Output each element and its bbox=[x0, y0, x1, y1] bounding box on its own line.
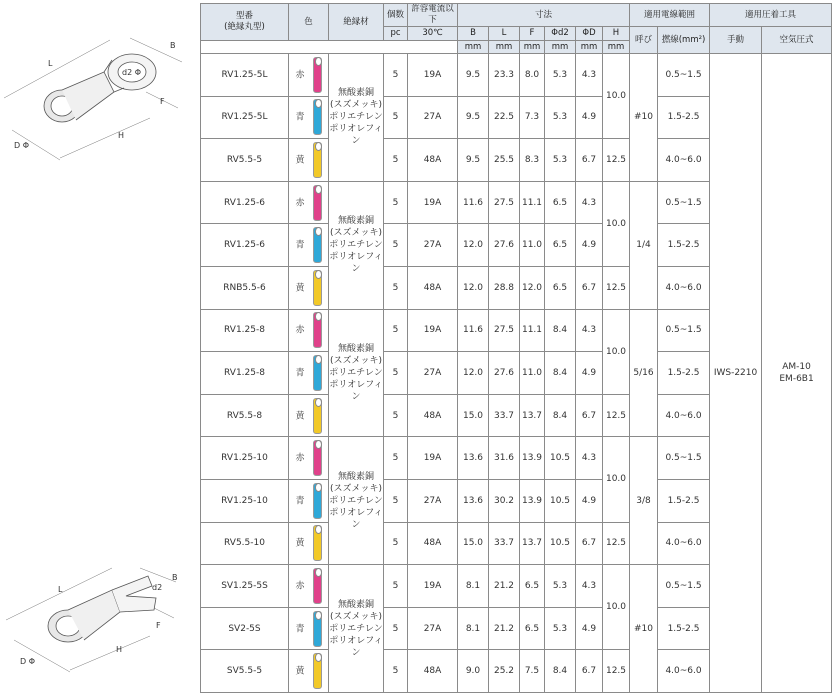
cell-pieces: 5 bbox=[384, 522, 408, 565]
cell-dim-F: 12.0 bbox=[520, 266, 545, 309]
label-B-bottom: B bbox=[172, 573, 178, 582]
cell-current: 19A bbox=[408, 54, 458, 97]
cell-dim-L: 23.3 bbox=[489, 54, 520, 97]
color-label: 青 bbox=[295, 624, 305, 635]
cell-range: 0.5~1.5 bbox=[658, 565, 710, 608]
header-pieces: 個数 bbox=[384, 4, 408, 27]
terminal-swatch-icon bbox=[313, 611, 322, 647]
cell-dim-H: 10.0 bbox=[603, 181, 630, 266]
label-d2-bottom: d2 bbox=[152, 583, 163, 592]
cell-nominal: 5/16 bbox=[630, 309, 658, 437]
cell-dim-d2: 6.5 bbox=[545, 181, 576, 224]
cell-dim-B: 8.1 bbox=[458, 607, 489, 650]
terminal-swatch-icon bbox=[313, 270, 322, 306]
label-L-bottom: L bbox=[58, 585, 63, 594]
cell-pieces: 5 bbox=[384, 437, 408, 480]
cell-pieces: 5 bbox=[384, 139, 408, 182]
cell-dim-d2: 10.5 bbox=[545, 479, 576, 522]
color-label: 赤 bbox=[295, 198, 305, 209]
terminal-swatch-icon bbox=[313, 185, 322, 221]
cell-dim-F: 11.0 bbox=[520, 352, 545, 395]
cell-current: 27A bbox=[408, 96, 458, 139]
cell-nominal: 1/4 bbox=[630, 181, 658, 309]
cell-pieces: 5 bbox=[384, 565, 408, 608]
cell-dim-D: 4.9 bbox=[576, 96, 603, 139]
cell-nominal: #10 bbox=[630, 565, 658, 693]
cell-dim-D: 6.7 bbox=[576, 139, 603, 182]
cell-range: 1.5-2.5 bbox=[658, 224, 710, 267]
cell-current: 48A bbox=[408, 650, 458, 693]
cell-dim-L: 28.8 bbox=[489, 266, 520, 309]
cell-dim-F: 6.5 bbox=[520, 607, 545, 650]
cell-color bbox=[289, 54, 329, 97]
cell-model: RV1.25-6 bbox=[201, 224, 289, 267]
terminal-swatch-icon bbox=[313, 142, 322, 178]
cell-dim-B: 12.0 bbox=[458, 266, 489, 309]
cell-current: 27A bbox=[408, 352, 458, 395]
cell-current: 19A bbox=[408, 309, 458, 352]
cell-dim-L: 22.5 bbox=[489, 96, 520, 139]
cell-dim-d2: 8.4 bbox=[545, 352, 576, 395]
terminal-swatch-icon bbox=[313, 483, 322, 519]
cell-model: SV5.5-5 bbox=[201, 650, 289, 693]
label-H-bottom: H bbox=[116, 645, 123, 654]
cell-dim-B: 9.0 bbox=[458, 650, 489, 693]
cell-dim-B: 15.0 bbox=[458, 522, 489, 565]
cell-tool-manual: IWS-2210 bbox=[710, 54, 762, 693]
cell-color bbox=[289, 394, 329, 437]
cell-pieces: 5 bbox=[384, 650, 408, 693]
cell-dim-H: 10.0 bbox=[603, 437, 630, 522]
cell-range: 4.0~6.0 bbox=[658, 266, 710, 309]
cell-range: 1.5-2.5 bbox=[658, 352, 710, 395]
header-dim-L: L bbox=[489, 27, 520, 41]
color-label: 青 bbox=[295, 240, 305, 251]
header-dim-H: H bbox=[603, 27, 630, 41]
color-label: 黄 bbox=[295, 155, 305, 166]
cell-dim-H: 12.5 bbox=[603, 650, 630, 693]
cell-dim-H: 12.5 bbox=[603, 139, 630, 182]
cell-dim-D: 4.3 bbox=[576, 437, 603, 480]
terminal-swatch-icon bbox=[313, 99, 322, 135]
cell-dim-D: 6.7 bbox=[576, 522, 603, 565]
label-F-bottom: F bbox=[156, 621, 161, 630]
cell-dim-L: 25.5 bbox=[489, 139, 520, 182]
cell-dim-H: 12.5 bbox=[603, 522, 630, 565]
color-label: 黄 bbox=[295, 411, 305, 422]
header-wire-range: 適用電線範囲 bbox=[630, 4, 710, 27]
cell-dim-B: 11.6 bbox=[458, 309, 489, 352]
cell-color bbox=[289, 479, 329, 522]
cell-dim-B: 15.0 bbox=[458, 394, 489, 437]
spec-table-body bbox=[201, 54, 832, 693]
cell-dim-L: 27.6 bbox=[489, 352, 520, 395]
cell-pieces: 5 bbox=[384, 394, 408, 437]
terminal-diagrams bbox=[0, 0, 200, 700]
cell-dim-B: 9.5 bbox=[458, 54, 489, 97]
cell-dim-d2: 6.5 bbox=[545, 224, 576, 267]
cell-dim-D: 4.9 bbox=[576, 224, 603, 267]
cell-color bbox=[289, 565, 329, 608]
cell-dim-B: 9.5 bbox=[458, 96, 489, 139]
cell-dim-L: 27.5 bbox=[489, 181, 520, 224]
cell-dim-L: 30.2 bbox=[489, 479, 520, 522]
cell-dim-d2: 8.4 bbox=[545, 394, 576, 437]
cell-color bbox=[289, 437, 329, 480]
cell-current: 27A bbox=[408, 224, 458, 267]
header-dim-B: B bbox=[458, 27, 489, 41]
cell-current: 48A bbox=[408, 522, 458, 565]
cell-current: 48A bbox=[408, 394, 458, 437]
cell-model: RNB5.5-6 bbox=[201, 266, 289, 309]
terminal-swatch-icon bbox=[313, 568, 322, 604]
cell-insulation: 無酸素銅 (スズメッキ) ポリエチレン ポリオレフィン bbox=[329, 54, 384, 182]
cell-model: RV1.25-10 bbox=[201, 479, 289, 522]
cell-model: SV1.25-5S bbox=[201, 565, 289, 608]
color-label: 赤 bbox=[295, 581, 305, 592]
cell-nominal: #10 bbox=[630, 54, 658, 182]
cell-color bbox=[289, 650, 329, 693]
terminal-swatch-icon bbox=[313, 440, 322, 476]
label-H-top: H bbox=[118, 131, 125, 140]
cell-insulation: 無酸素銅 (スズメッキ) ポリエチレン ポリオレフィン bbox=[329, 309, 384, 437]
cell-color bbox=[289, 607, 329, 650]
cell-dim-F: 13.9 bbox=[520, 479, 545, 522]
cell-range: 0.5~1.5 bbox=[658, 309, 710, 352]
cell-pieces: 5 bbox=[384, 266, 408, 309]
cell-model: RV1.25-5L bbox=[201, 54, 289, 97]
cell-dim-B: 9.5 bbox=[458, 139, 489, 182]
cell-dim-D: 6.7 bbox=[576, 266, 603, 309]
cell-dim-L: 27.5 bbox=[489, 309, 520, 352]
header-stranded: 撚線(mm²) bbox=[658, 27, 710, 54]
cell-dim-H: 10.0 bbox=[603, 309, 630, 394]
header-unit-d2: mm bbox=[545, 41, 576, 54]
cell-dim-D: 6.7 bbox=[576, 650, 603, 693]
color-label: 赤 bbox=[295, 453, 305, 464]
color-label: 黄 bbox=[295, 538, 305, 549]
label-L-top: L bbox=[48, 59, 53, 68]
cell-current: 27A bbox=[408, 479, 458, 522]
cell-color bbox=[289, 224, 329, 267]
cell-range: 4.0~6.0 bbox=[658, 394, 710, 437]
cell-pieces: 5 bbox=[384, 181, 408, 224]
cell-current: 27A bbox=[408, 607, 458, 650]
terminal-swatch-icon bbox=[313, 525, 322, 561]
cell-dim-D: 4.3 bbox=[576, 181, 603, 224]
header-unit-H: mm bbox=[603, 41, 630, 54]
cell-dim-d2: 8.4 bbox=[545, 650, 576, 693]
cell-range: 1.5-2.5 bbox=[658, 479, 710, 522]
cell-pieces: 5 bbox=[384, 224, 408, 267]
cell-dim-H: 10.0 bbox=[603, 54, 630, 139]
cell-color bbox=[289, 522, 329, 565]
cell-dim-L: 31.6 bbox=[489, 437, 520, 480]
cell-pieces: 5 bbox=[384, 96, 408, 139]
cell-range: 0.5~1.5 bbox=[658, 181, 710, 224]
cell-dim-d2: 5.3 bbox=[545, 96, 576, 139]
color-label: 赤 bbox=[295, 70, 305, 81]
header-current: 許容電流以下 bbox=[408, 4, 458, 27]
label-D-bottom: D Φ bbox=[20, 657, 35, 666]
header-dim-d2: Φd2 bbox=[545, 27, 576, 41]
cell-pieces: 5 bbox=[384, 607, 408, 650]
cell-dim-d2: 5.3 bbox=[545, 54, 576, 97]
cell-dim-B: 13.6 bbox=[458, 437, 489, 480]
cell-dim-F: 11.1 bbox=[520, 309, 545, 352]
cell-dim-F: 13.7 bbox=[520, 394, 545, 437]
label-F-top: F bbox=[160, 97, 165, 106]
cell-pieces: 5 bbox=[384, 309, 408, 352]
header-dimensions: 寸法 bbox=[458, 4, 630, 27]
label-D-top: D Φ bbox=[14, 141, 29, 150]
color-label: 赤 bbox=[295, 325, 305, 336]
cell-dim-d2: 6.5 bbox=[545, 266, 576, 309]
color-label: 黄 bbox=[295, 666, 305, 677]
cell-dim-L: 21.2 bbox=[489, 607, 520, 650]
header-unit-F: mm bbox=[520, 41, 545, 54]
cell-dim-F: 7.3 bbox=[520, 96, 545, 139]
cell-dim-d2: 10.5 bbox=[545, 522, 576, 565]
cell-current: 48A bbox=[408, 139, 458, 182]
header-insulation: 絶縁材 bbox=[329, 4, 384, 41]
cell-dim-L: 27.6 bbox=[489, 224, 520, 267]
cell-model: RV5.5-8 bbox=[201, 394, 289, 437]
cell-range: 4.0~6.0 bbox=[658, 522, 710, 565]
spec-table bbox=[200, 3, 832, 693]
cell-dim-F: 6.5 bbox=[520, 565, 545, 608]
header-manual: 手動 bbox=[710, 27, 762, 54]
header-model: 型番 (絶縁丸型) bbox=[201, 4, 289, 41]
label-B-top: B bbox=[170, 41, 176, 50]
cell-dim-F: 11.0 bbox=[520, 224, 545, 267]
header-tools: 適用圧着工具 bbox=[710, 4, 832, 27]
cell-dim-d2: 5.3 bbox=[545, 607, 576, 650]
cell-model: SV2-5S bbox=[201, 607, 289, 650]
cell-model: RV1.25-8 bbox=[201, 309, 289, 352]
terminal-swatch-icon bbox=[313, 57, 322, 93]
header-current-unit: 30℃ bbox=[408, 27, 458, 41]
header-pieces-unit: pc bbox=[384, 27, 408, 41]
cell-dim-d2: 10.5 bbox=[545, 437, 576, 480]
cell-current: 48A bbox=[408, 266, 458, 309]
cell-dim-d2: 5.3 bbox=[545, 139, 576, 182]
cell-dim-B: 12.0 bbox=[458, 352, 489, 395]
cell-dim-B: 13.6 bbox=[458, 479, 489, 522]
cell-dim-L: 33.7 bbox=[489, 394, 520, 437]
cell-dim-D: 4.3 bbox=[576, 309, 603, 352]
cell-dim-D: 4.3 bbox=[576, 54, 603, 97]
cell-color bbox=[289, 181, 329, 224]
header-dim-D: ΦD bbox=[576, 27, 603, 41]
header-spacer bbox=[201, 41, 458, 54]
cell-model: RV1.25-6 bbox=[201, 181, 289, 224]
cell-range: 0.5~1.5 bbox=[658, 437, 710, 480]
cell-color bbox=[289, 139, 329, 182]
cell-color bbox=[289, 352, 329, 395]
cell-dim-F: 11.1 bbox=[520, 181, 545, 224]
cell-color bbox=[289, 266, 329, 309]
cell-tool-pneumatic: AM-10 EM-6B1 bbox=[762, 54, 832, 693]
cell-nominal: 3/8 bbox=[630, 437, 658, 565]
cell-dim-L: 25.2 bbox=[489, 650, 520, 693]
color-label: 黄 bbox=[295, 283, 305, 294]
cell-dim-H: 12.5 bbox=[603, 394, 630, 437]
terminal-swatch-icon bbox=[313, 312, 322, 348]
cell-dim-D: 4.9 bbox=[576, 607, 603, 650]
header-unit-L: mm bbox=[489, 41, 520, 54]
cell-pieces: 5 bbox=[384, 352, 408, 395]
color-label: 青 bbox=[295, 112, 305, 123]
cell-dim-H: 10.0 bbox=[603, 565, 630, 650]
cell-range: 4.0~6.0 bbox=[658, 650, 710, 693]
cell-current: 19A bbox=[408, 565, 458, 608]
cell-dim-L: 33.7 bbox=[489, 522, 520, 565]
cell-insulation: 無酸素銅 (スズメッキ) ポリエチレン ポリオレフィン bbox=[329, 181, 384, 309]
cell-insulation: 無酸素銅 (スズメッキ) ポリエチレン ポリオレフィン bbox=[329, 437, 384, 565]
cell-dim-D: 4.9 bbox=[576, 479, 603, 522]
terminal-swatch-icon bbox=[313, 355, 322, 391]
color-label: 青 bbox=[295, 368, 305, 379]
header-dim-F: F bbox=[520, 27, 545, 41]
cell-range: 4.0~6.0 bbox=[658, 139, 710, 182]
cell-model: RV5.5-10 bbox=[201, 522, 289, 565]
cell-dim-F: 7.5 bbox=[520, 650, 545, 693]
header-pneumatic: 空気圧式 bbox=[762, 27, 832, 54]
cell-dim-D: 4.3 bbox=[576, 565, 603, 608]
cell-dim-H: 12.5 bbox=[603, 266, 630, 309]
cell-dim-d2: 5.3 bbox=[545, 565, 576, 608]
header-unit-B: mm bbox=[458, 41, 489, 54]
cell-dim-d2: 8.4 bbox=[545, 309, 576, 352]
cell-model: RV5.5-5 bbox=[201, 139, 289, 182]
cell-range: 1.5-2.5 bbox=[658, 96, 710, 139]
terminal-swatch-icon bbox=[313, 227, 322, 263]
cell-range: 0.5~1.5 bbox=[658, 54, 710, 97]
cell-insulation: 無酸素銅 (スズメッキ) ポリエチレン ポリオレフィン bbox=[329, 565, 384, 693]
header-unit-D: mm bbox=[576, 41, 603, 54]
cell-pieces: 5 bbox=[384, 54, 408, 97]
cell-dim-D: 4.9 bbox=[576, 352, 603, 395]
cell-color bbox=[289, 96, 329, 139]
cell-model: RV1.25-5L bbox=[201, 96, 289, 139]
cell-range: 1.5-2.5 bbox=[658, 607, 710, 650]
cell-dim-F: 8.3 bbox=[520, 139, 545, 182]
terminal-swatch-icon bbox=[313, 653, 322, 689]
cell-model: RV1.25-8 bbox=[201, 352, 289, 395]
cell-pieces: 5 bbox=[384, 479, 408, 522]
cell-dim-D: 6.7 bbox=[576, 394, 603, 437]
cell-dim-F: 13.9 bbox=[520, 437, 545, 480]
terminal-swatch-icon bbox=[313, 398, 322, 434]
label-d2-top: d2 Φ bbox=[122, 68, 142, 77]
cell-dim-B: 11.6 bbox=[458, 181, 489, 224]
cell-color bbox=[289, 309, 329, 352]
cell-dim-B: 8.1 bbox=[458, 565, 489, 608]
header-nominal: 呼び bbox=[630, 27, 658, 54]
table-row bbox=[201, 54, 832, 97]
cell-dim-F: 13.7 bbox=[520, 522, 545, 565]
cell-dim-F: 8.0 bbox=[520, 54, 545, 97]
ring-terminal-diagram bbox=[4, 38, 182, 160]
header-color: 色 bbox=[289, 4, 329, 41]
cell-dim-L: 21.2 bbox=[489, 565, 520, 608]
cell-model: RV1.25-10 bbox=[201, 437, 289, 480]
cell-dim-B: 12.0 bbox=[458, 224, 489, 267]
cell-current: 19A bbox=[408, 181, 458, 224]
cell-current: 19A bbox=[408, 437, 458, 480]
color-label: 青 bbox=[295, 496, 305, 507]
